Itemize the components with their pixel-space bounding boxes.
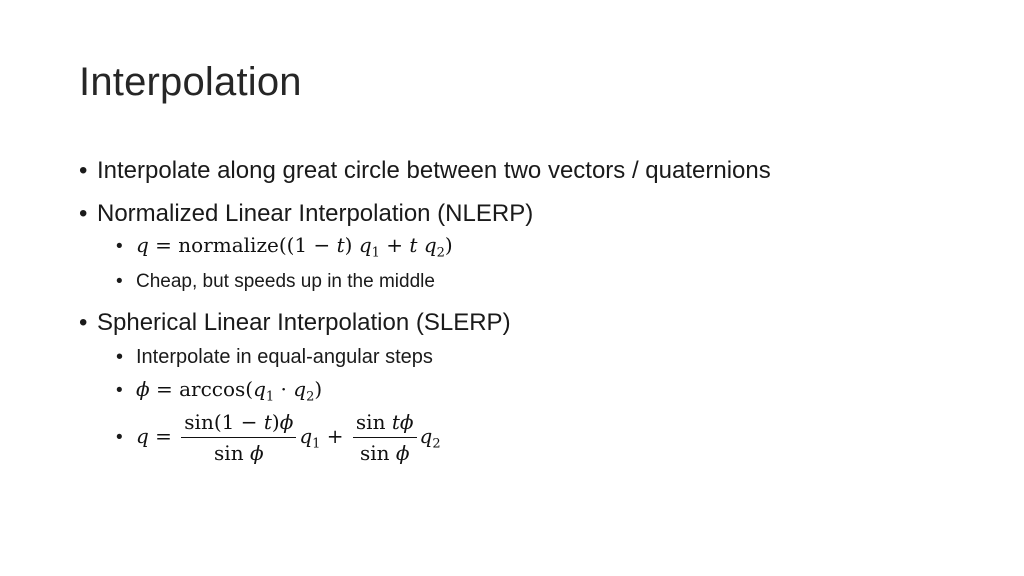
bullet-text: Interpolate along great circle between two vectors / quaternions — [97, 157, 771, 184]
bullet-nlerp-note — [116, 271, 435, 293]
fraction-term-1: $\frac{\sin(1 - t)\phi}{\text{sin ϕ}}$ — [181, 410, 296, 465]
slerp-formula — [116, 410, 441, 465]
slerp-equation: q = $\frac{\sin(1 - t)\phi}{\text{sin ϕ}}$ $q_1$ + $\frac{\text{sin tϕ}}{\text{sin ϕ}}$ $q_2$ — [136, 410, 441, 465]
slerp-angle-formula — [116, 377, 322, 405]
bullet-text: Spherical Linear Interpolation (SLERP) — [97, 309, 511, 336]
bullet-text: Interpolate in equal-angular steps — [136, 346, 433, 368]
bullet-marker: • — [116, 236, 123, 257]
nlerp-equation: q = normalize((1 − t) $q_1 + t$ $q_2$) — [136, 233, 453, 261]
bullet-marker: • — [79, 157, 88, 184]
bullet-slerp — [79, 309, 511, 337]
bullet-slerp-note — [116, 346, 433, 369]
bullet-marker: • — [79, 309, 88, 336]
angle-equation: $\phi = \arccos(q_1 \cdot q_2)$ — [136, 377, 323, 405]
bullet-text: Cheap, but speeds up in the middle — [136, 271, 435, 292]
bullet-text: Normalized Linear Interpolation (NLERP) — [97, 200, 534, 227]
fraction-term-2: $\frac{\text{sin tϕ}}{\text{sin ϕ}}$ — [353, 410, 417, 465]
bullet-marker: • — [116, 346, 124, 368]
bullet-marker: • — [116, 380, 123, 401]
bullet-great-circle — [79, 157, 771, 185]
bullet-marker: • — [79, 200, 88, 227]
nlerp-formula — [116, 233, 453, 261]
slide-title: Interpolation — [79, 60, 302, 104]
bullet-marker: • — [116, 426, 123, 448]
bullet-nlerp — [79, 200, 533, 228]
bullet-marker: • — [116, 271, 123, 292]
